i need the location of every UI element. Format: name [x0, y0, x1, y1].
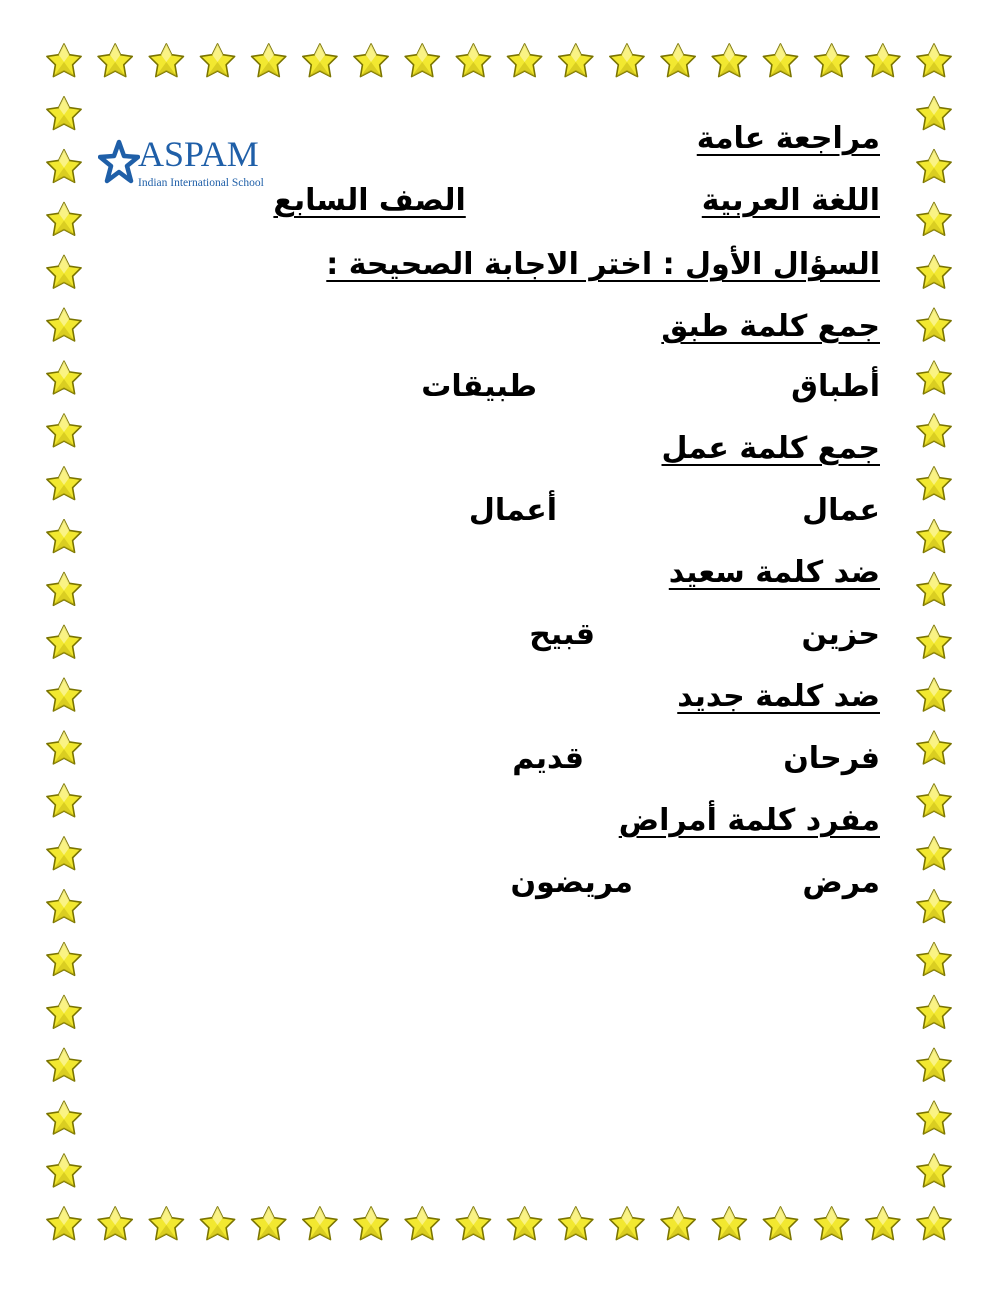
logo-star-icon: [98, 136, 140, 194]
subject-label: اللغة العربية: [701, 183, 880, 218]
school-logo: [98, 134, 264, 204]
star-icon: [47, 731, 81, 764]
item-prompt: ضد كلمة سعيد: [668, 555, 880, 590]
star-icon: [47, 784, 81, 817]
star-icon: [47, 1154, 81, 1187]
star-icon: [917, 255, 951, 288]
star-icon: [354, 44, 388, 77]
star-icon: [917, 626, 951, 659]
option-b[interactable]: قديم: [512, 741, 584, 776]
star-icon: [98, 44, 132, 77]
star-icon: [98, 1207, 132, 1240]
option-b[interactable]: أعمال: [468, 493, 557, 528]
star-icon: [917, 943, 951, 976]
option-a[interactable]: حزين: [801, 617, 880, 652]
star-icon: [405, 44, 439, 77]
star-icon: [917, 890, 951, 923]
star-icon: [47, 414, 81, 447]
star-icon: [917, 520, 951, 553]
star-icon: [47, 943, 81, 976]
star-icon: [917, 837, 951, 870]
star-icon: [200, 1207, 234, 1240]
question-heading: السؤال الأول : اختر الاجابة الصحيحة :: [326, 247, 880, 282]
star-icon: [917, 1154, 951, 1187]
star-icon: [149, 44, 183, 77]
option-b[interactable]: قبيح: [529, 617, 595, 652]
option-b[interactable]: مريضون: [510, 865, 633, 900]
star-icon: [917, 731, 951, 764]
star-icon: [917, 414, 951, 447]
star-icon: [47, 1048, 81, 1081]
star-icon: [47, 890, 81, 923]
star-icon: [47, 150, 81, 183]
star-icon: [456, 1207, 490, 1240]
star-icon: [47, 520, 81, 553]
star-icon: [917, 1207, 951, 1240]
star-icon: [47, 1207, 81, 1240]
star-icon: [610, 1207, 644, 1240]
star-icon: [47, 837, 81, 870]
item-prompt: جمع كلمة طبق: [661, 309, 880, 344]
item-prompt: مفرد كلمة أمراض: [618, 803, 880, 838]
option-a[interactable]: عمال: [802, 493, 880, 528]
star-icon: [661, 1207, 695, 1240]
star-icon: [917, 150, 951, 183]
star-icon: [47, 996, 81, 1029]
star-icon: [47, 255, 81, 288]
star-icon: [815, 1207, 849, 1240]
item-prompt: جمع كلمة عمل: [661, 431, 880, 466]
star-icon: [507, 44, 541, 77]
star-icon: [354, 1207, 388, 1240]
star-icon: [763, 44, 797, 77]
star-icon: [917, 1101, 951, 1134]
star-icon: [917, 996, 951, 1029]
star-icon: [917, 203, 951, 236]
logo-subtitle: Indian International School: [138, 177, 264, 189]
star-icon: [303, 44, 337, 77]
star-icon: [47, 308, 81, 341]
star-icon: [917, 1048, 951, 1081]
star-icon: [47, 361, 81, 394]
star-icon: [252, 1207, 286, 1240]
star-icon: [917, 573, 951, 606]
star-icon: [507, 1207, 541, 1240]
star-icon: [763, 1207, 797, 1240]
star-icon: [149, 1207, 183, 1240]
star-icon: [917, 361, 951, 394]
star-icon: [661, 44, 695, 77]
star-icon: [252, 44, 286, 77]
star-icon: [866, 44, 900, 77]
star-icon: [866, 1207, 900, 1240]
option-a[interactable]: مرض: [802, 865, 880, 900]
subject-grade-row: [273, 178, 880, 224]
item-prompt: ضد كلمة جديد: [677, 679, 880, 714]
star-icon: [303, 1207, 337, 1240]
star-icon: [47, 1101, 81, 1134]
star-icon: [610, 44, 644, 77]
star-icon: [47, 626, 81, 659]
star-icon: [559, 44, 593, 77]
star-icon: [712, 1207, 746, 1240]
star-icon: [405, 1207, 439, 1240]
star-icon: [47, 573, 81, 606]
star-icon: [559, 1207, 593, 1240]
page-title: مراجعة عامة: [696, 121, 880, 156]
star-icon: [200, 44, 234, 77]
grade-label: الصف السابع: [273, 183, 466, 218]
option-b[interactable]: طبيقات: [421, 369, 537, 404]
star-icon: [917, 97, 951, 130]
star-icon: [47, 44, 81, 77]
star-icon: [47, 467, 81, 500]
star-icon: [917, 678, 951, 711]
star-icon: [917, 308, 951, 341]
star-icon: [917, 784, 951, 817]
star-icon: [47, 97, 81, 130]
option-a[interactable]: فرحان: [783, 741, 880, 776]
star-icon: [712, 44, 746, 77]
star-icon: [456, 44, 490, 77]
star-icon: [815, 44, 849, 77]
logo-name: ASPAM: [138, 134, 259, 174]
option-a[interactable]: أطباق: [791, 369, 880, 404]
star-icon: [917, 467, 951, 500]
star-icon: [47, 678, 81, 711]
star-icon: [917, 44, 951, 77]
star-icon: [47, 203, 81, 236]
